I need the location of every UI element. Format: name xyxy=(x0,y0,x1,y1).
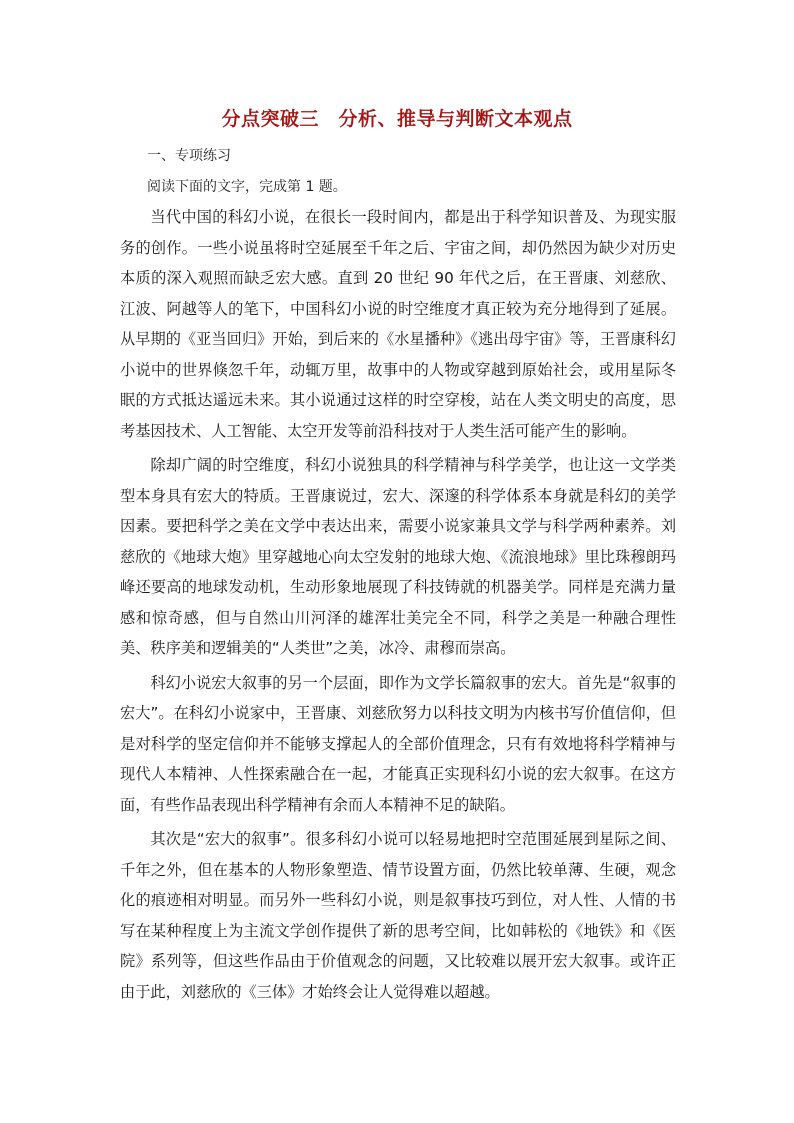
exercise-instruction: 阅读下面的文字，完成第 1 题。 xyxy=(147,179,347,195)
section-label: 一、专项练习 xyxy=(147,148,231,164)
paragraph-3: 科幻小说宏大叙事的另一个层面，即作为文学长篇叙事的宏大。首先是“叙事的宏大”。在科幻小说家中，王晋康、刘慈欣努力以科技文明为内核书写价值信仰，但是对科学的坚定信仰并不能够支撑起人的全部价值理念，只有有效地将科学精神与现代人本精神、人性探索融合在一起，才能真正实现科幻小说的宏大叙事。在这方面，有些作品表现出科学精神有余而人本精神不足的缺陷。 xyxy=(120,673,676,814)
paragraph-4: 其次是“宏大的叙事”。很多科幻小说可以轻易地把时空范围延展到星际之间、千年之外，但在基本的人物形象塑造、情节设置方面，仍然比较单薄、生硬，观念化的痕迹相对明显。而另外一些科幻小说，则是叙事技巧到位，对人性、人情的书写在某种程度上为主流文学创作提供了新的思考空间，比如韩松的《地铁》和《医院》系列等，但这些作品由于价值观念的问题，又比较难以展开宏大叙事。或许正由于此，刘慈欣的《三体》才始终会让人觉得难以超越。 xyxy=(120,830,676,1001)
article-body xyxy=(120,202,676,1011)
paragraph-1: 当代中国的科幻小说，在很长一段时间内，都是出于科学知识普及、为现实服务的创作。一些小说虽将时空延展至千年之后、宇宙之间，却仍然因为缺少对历史本质的深入观照而缺乏宏大感。直到 20 世纪 90 年代之后，在王晋康、刘慈欣、江波、阿越等人的笔下，中国科幻小说的时空维度才真正较为充分地得到了延展。从早期的《亚当回归》开始，到后来的《水星播种》《逃出母宇宙》等，王晋康科幻小说中的世界倏忽千年，动辄万里，故事中的人物或穿越到原始社会，或用星际冬眠的方式抵达遥远未来。其小说通过这样的时空穿梭，站在人类文明史的高度，思考基因技术、人工智能、太空开发等前沿科技对于人类生活可能产生的影响。 xyxy=(120,208,676,440)
paragraph-2: 除却广阔的时空维度，科幻小说独具的科学精神与科学美学，也让这一文学类型本身具有宏大的特质。王晋康说过，宏大、深邃的科学体系本身就是科幻的美学因素。要把科学之美在文学中表达出来，需要小说家兼具文学与科学两种素养。刘慈欣的《地球大炮》里穿越地心向太空发射的地球大炮、《流浪地球》里比珠穆朗玛峰还要高的地球发动机，生动形象地展现了科技铸就的机器美学。同样是充满力量感和惊奇感，但与自然山川河泽的雄浑壮美完全不同，科学之美是一种融合理性美、秩序美和逻辑美的“人类世”之美，冰冷、肃穆而崇高。 xyxy=(120,456,676,657)
document-title: 分点突破三 分析、推导与判断文本观点 xyxy=(221,108,573,130)
